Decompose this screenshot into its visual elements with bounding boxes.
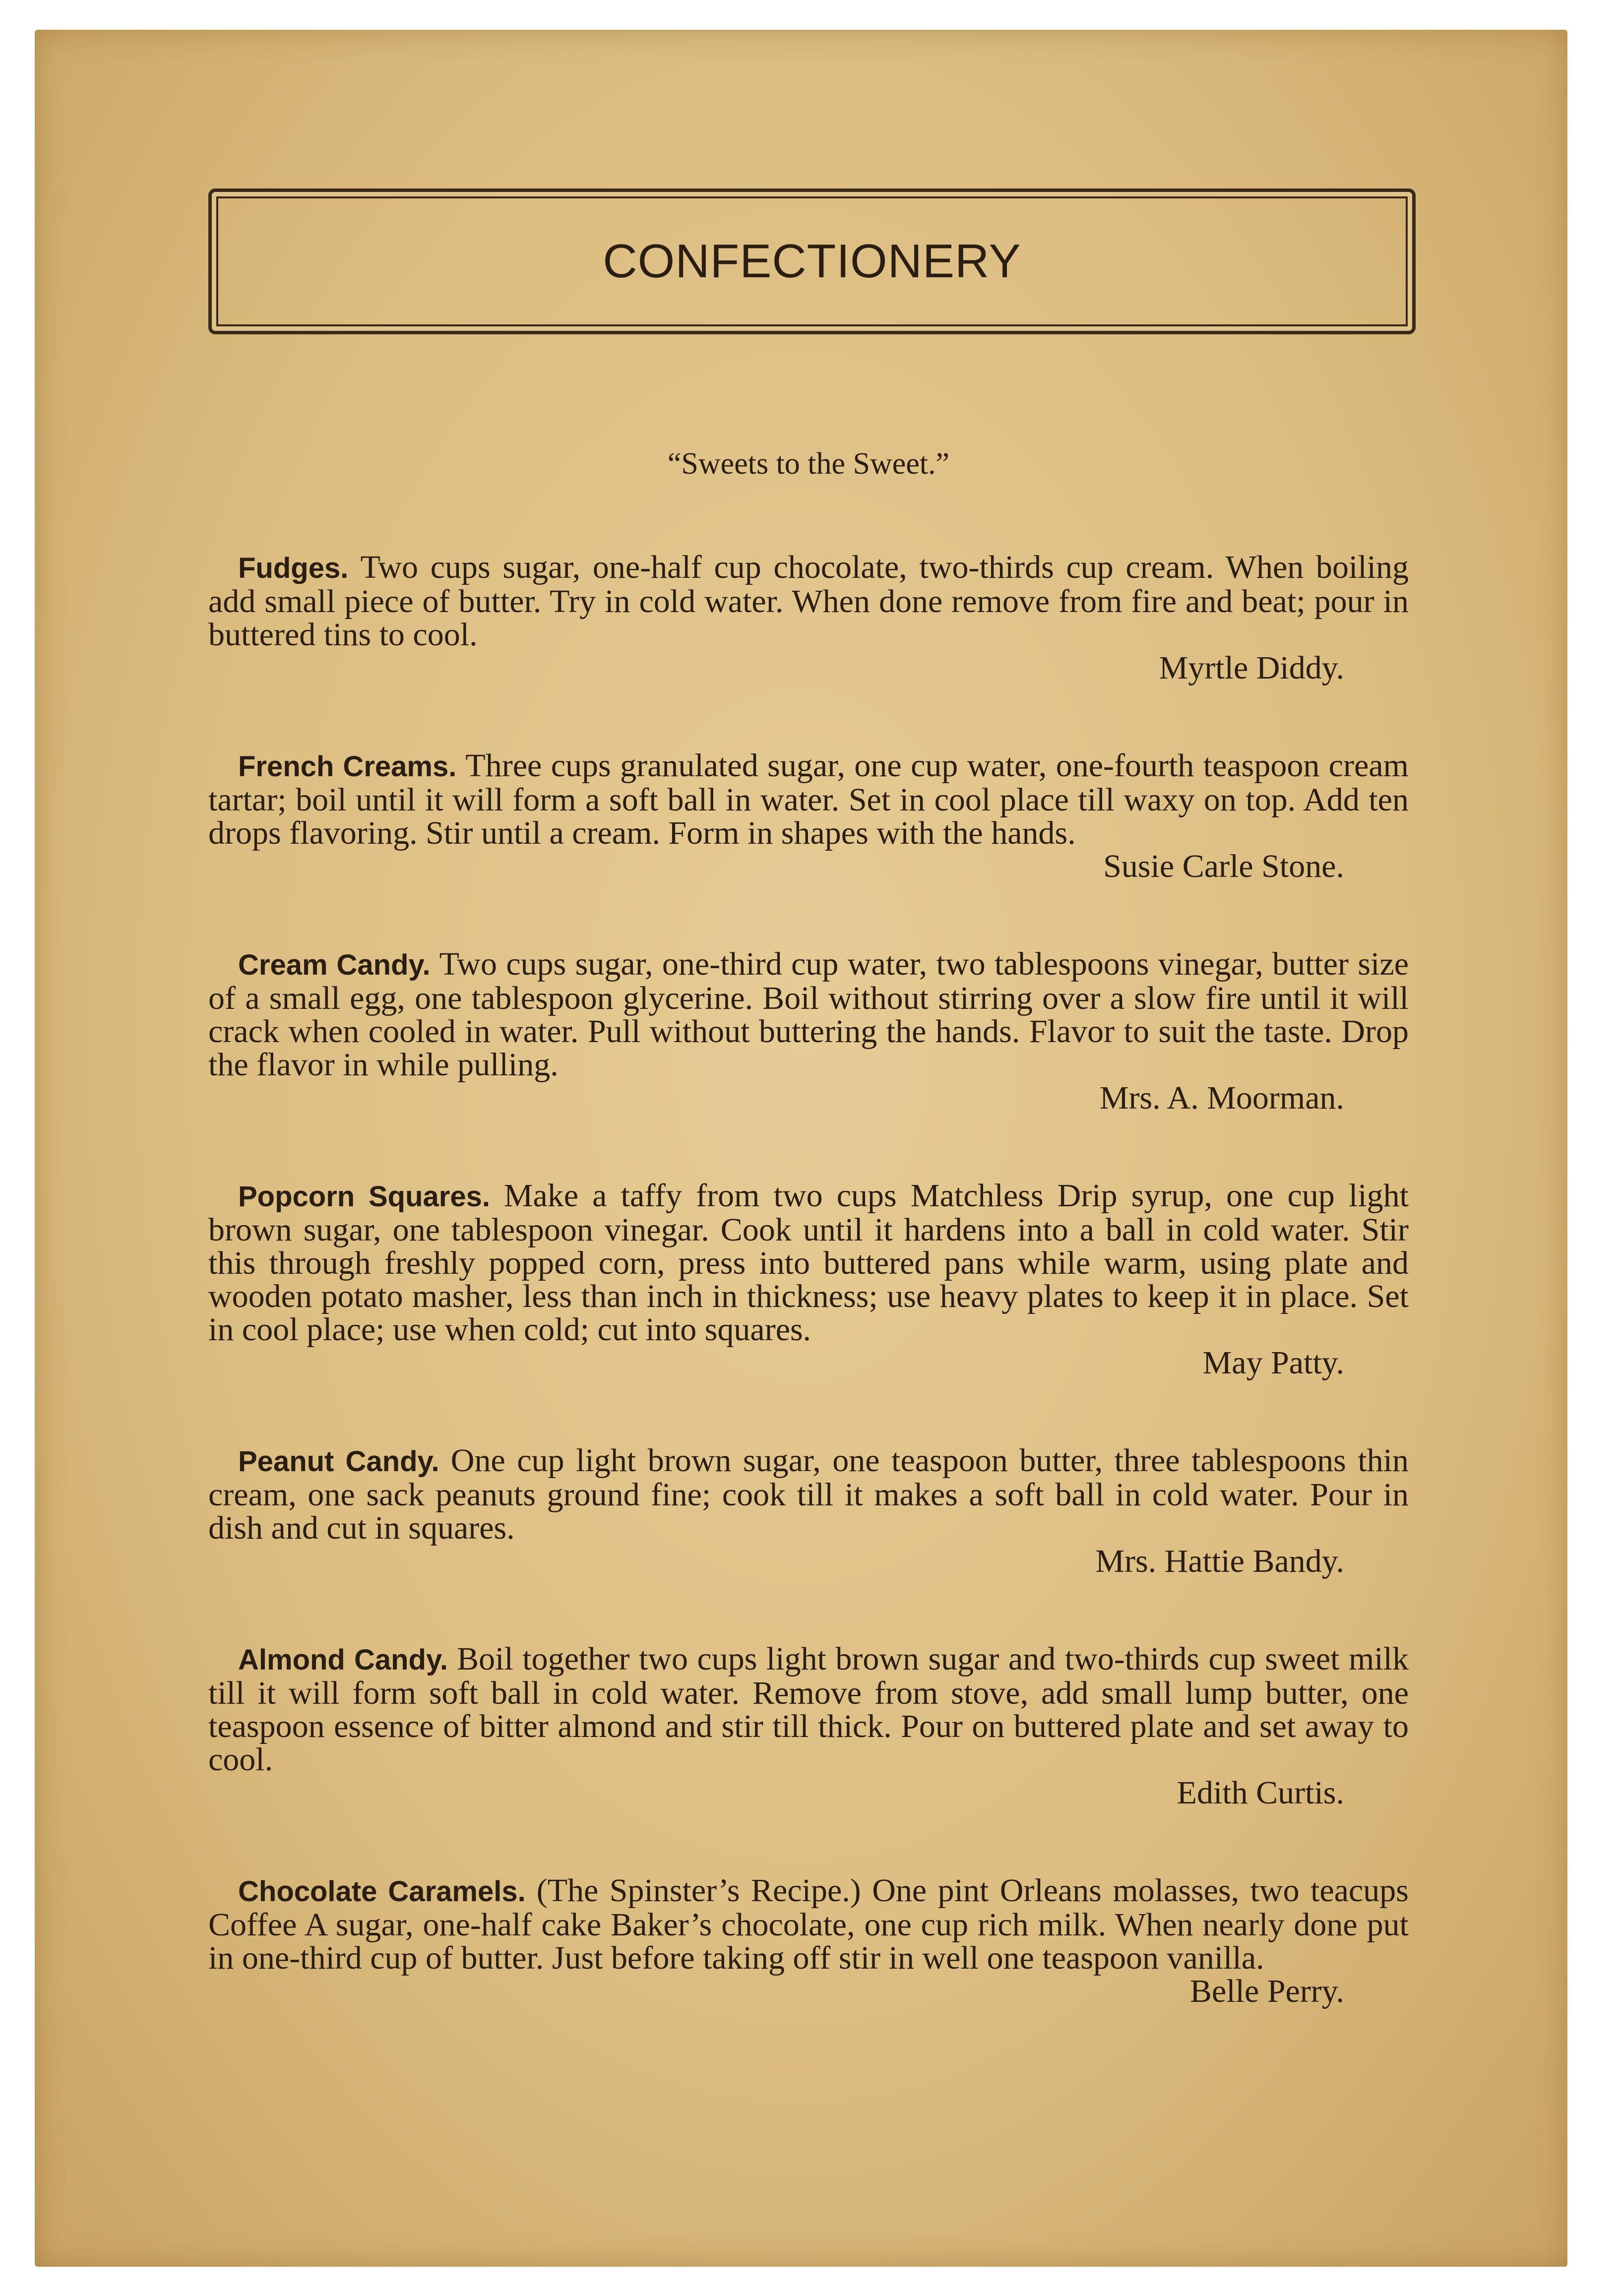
recipe-author: May Patty. — [1202, 1345, 1344, 1381]
recipe-body: (The Spinster’s Recipe.) One pint Orleans molasses, two teacups Coffee A sugar, one-half cake Baker’s chocolate, one cup rich milk. When nearly done put in one-third cup of butter. Just before taking off stir in well one teaspoon vanilla. — [208, 1872, 1409, 1976]
recipe-name: Almond Candy. — [238, 1644, 457, 1676]
recipe-author: Myrtle Diddy. — [1159, 650, 1344, 686]
recipe-body: Two cups sugar, one-third cup water, two tablespoons vinegar, butter size of a small egg, one tablespoon glycerine. Boil without stirring over a slow fire until it will crack when cooled in water. Pull without buttering the hands. Flavor to suit the taste. Drop the flavor in while pulling. — [208, 946, 1409, 1083]
recipe-peanut-candy — [208, 1444, 1409, 1578]
recipe-name: Chocolate Caramels. — [238, 1875, 537, 1908]
recipe-body: Two cups sugar, one-half cup chocolate, two-thirds cup cream. When boiling add small piece of butter. Try in cold water. When done remove from fire and beat; pour in buttered tins to cool. — [208, 549, 1409, 653]
epigraph: “Sweets to the Sweet.” — [667, 447, 950, 481]
recipe-almond-candy — [208, 1642, 1409, 1809]
recipe-author: Mrs. A. Moorman. — [1099, 1080, 1344, 1116]
recipe-french-creams — [208, 749, 1409, 883]
recipe-name: Cream Candy. — [238, 949, 439, 981]
recipe-body: Boil together two cups light brown sugar and two-thirds cup sweet milk till it will form soft ball in cold water. Remove from stove, add small lump butter, one teaspoon essence of bitter almond and stir till thick. Pour on buttered plate and set away to cool. — [208, 1641, 1409, 1778]
recipe-author: Susie Carle Stone. — [1103, 848, 1344, 884]
recipe-body: Three cups granulated sugar, one cup water, one-fourth teaspoon cream tartar; boil until it will form a soft ball in water. Set in cool place till waxy on top. Add ten drops flavoring. Stir until a cream. Form in shapes with the hands. — [208, 747, 1409, 851]
recipe-name: Fudges. — [238, 552, 361, 584]
page-title: CONFECTIONERY — [603, 235, 1021, 288]
recipe-chocolate-caramels — [208, 1874, 1409, 2008]
recipe-popcorn-squares — [208, 1179, 1409, 1379]
page — [35, 30, 1567, 2267]
recipe-cream-candy — [208, 947, 1409, 1115]
recipe-author: Belle Perry. — [1190, 1973, 1344, 2009]
recipe-author: Mrs. Hattie Bandy. — [1095, 1543, 1344, 1579]
recipe-body: One cup light brown sugar, one teaspoon butter, three tablespoons thin cream, one sack peanuts ground fine; cook till it makes a soft ball in cold water. Pour in dish and cut in squares. — [208, 1442, 1409, 1546]
recipe-name: French Creams. — [238, 750, 466, 783]
recipe-list — [208, 551, 1409, 2008]
title-frame — [208, 188, 1416, 334]
recipe-name: Popcorn Squares. — [238, 1180, 504, 1213]
recipe-body: Make a taffy from two cups Matchless Drip syrup, one cup light brown sugar, one tablespoon vinegar. Cook until it hardens into a ball in cold water. Stir this through freshly popped corn, press into buttered pans while warm, using plate and wooden potato masher, less than inch in thickness; use heavy plates to keep it in place. Set in cool place; use when cold; cut into squares. — [208, 1178, 1409, 1348]
recipe-name: Peanut Candy. — [238, 1445, 451, 1478]
recipe-fudges — [208, 551, 1409, 684]
recipe-author: Edith Curtis. — [1177, 1775, 1344, 1811]
